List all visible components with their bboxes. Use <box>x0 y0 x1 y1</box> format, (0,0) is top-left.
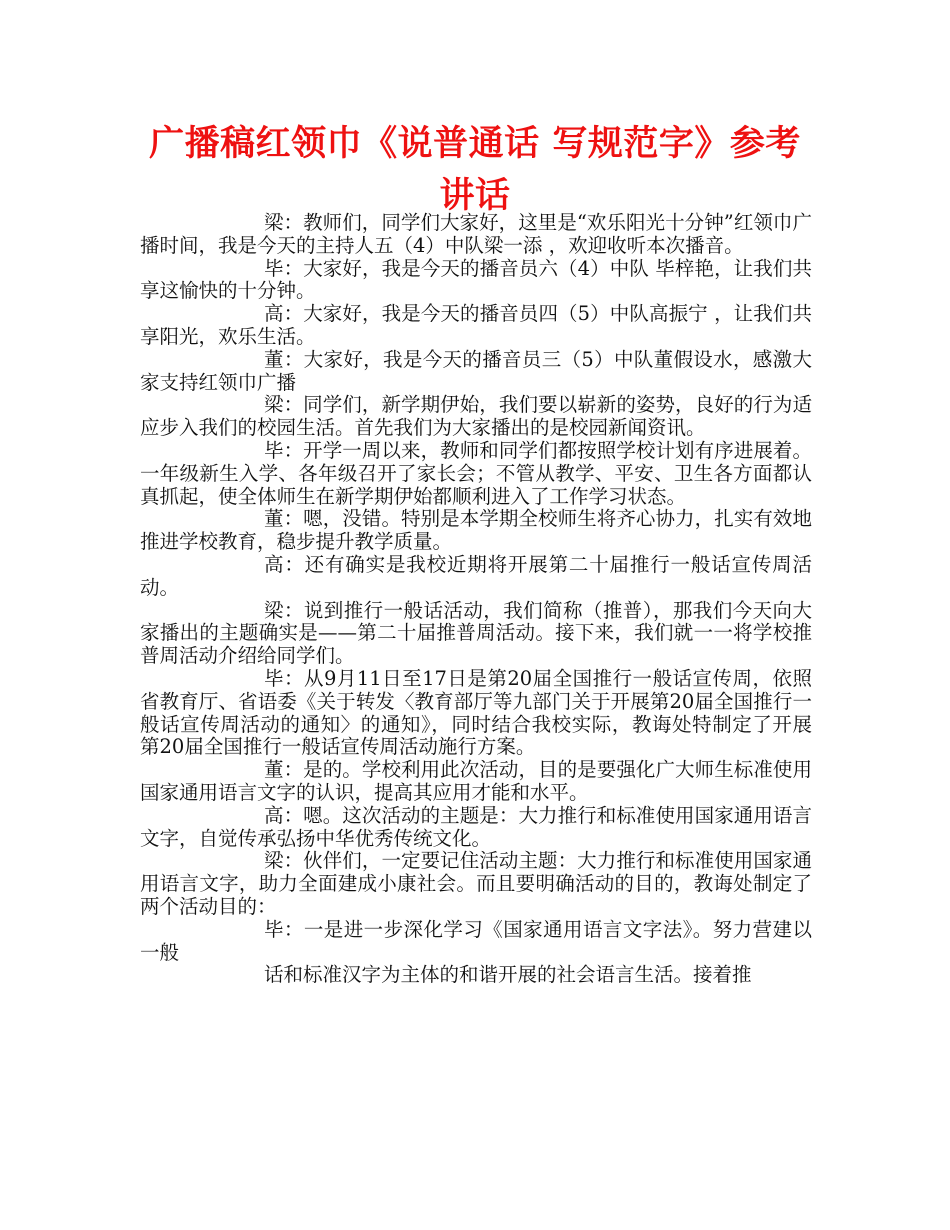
paragraph: 高：嗯。这次活动的主题是：大力推行和标准使用国家通用语言文字，自觉传承弘扬中华优秀传统文化。 <box>140 803 812 850</box>
paragraph: 梁：说到推行一般话活动，我们简称（推普），那我们今天向大家播出的主题确实是——第二十届推普周活动。接下来，我们就一一将学校推普周活动介绍给同学们。 <box>140 598 812 668</box>
paragraph: 毕：从9月11日至17日是第20届全国推行一般话宣传周，依照省教育厅、省语委《关于转发〈教育部厅等九部门关于开展第20届全国推行一般话宣传周活动的通知〉的通知》，同时结合我校实际，教诲处特制定了开展第20届全国推行一般话宣传周活动施行方案。 <box>140 666 812 759</box>
paragraph: 董：是的。学校利用此次活动，目的是要强化广大师生标准使用国家通用语言文字的认识，提高其应用才能和水平。 <box>140 758 812 804</box>
document-title: 广播稿红领巾《说普通话 写规范字》参考讲话 <box>149 124 801 216</box>
paragraph: 毕：大家好，我是今天的播音员六（4）中队 毕梓艳，让我们共享这愉快的十分钟。 <box>140 256 812 303</box>
paragraph: 董：嗯，没错。特别是本学期全校师生将齐心协力，扎实有效地推进学校教育，稳步提升教学质量。 <box>140 507 812 554</box>
paragraph: 毕：开学一周以来，教师和同学们都按照学校计划有序进展着。一年级新生入学、各年级召开了家长会；不管从教学、平安、卫生各方面都认真抓起，使全体师生在新学期伊始都顺利进入了工作学习状态。 <box>140 438 812 508</box>
paragraph: 高：大家好，我是今天的播音员四（5）中队高振宁 ，让我们共享阳光，欢乐生活。 <box>140 302 812 348</box>
document-body <box>140 212 812 987</box>
paragraph: 话和标准汉字为主体的和谐开展的社会语言生活。接着推 <box>264 963 752 987</box>
paragraph: 董：大家好，我是今天的播音员三（5）中队董假设水，感激大家支持红领巾广播 <box>140 347 812 394</box>
paragraph: 梁：教师们，同学们大家好，这里是“欢乐阳光十分钟”红领巾广播时间，我是今天的主持人五（4）中队梁一添 ，欢迎收听本次播音。 <box>140 211 812 257</box>
paragraph: 高：还有确实是我校近期将开展第二十届推行一般话宣传周活动。 <box>140 552 812 599</box>
paragraph: 梁：伙伴们，一定要记住活动主题：大力推行和标准使用国家通用语言文字，助力全面建成小康社会。而且要明确活动的目的，教诲处制定了两个活动目的： <box>140 849 812 918</box>
paragraph: 梁：同学们，新学期伊始，我们要以崭新的姿势，良好的行为适应步入我们的校园生活。首先我们为大家播出的是校园新闻资讯。 <box>140 393 812 440</box>
paragraph: 毕：一是进一步深化学习《国家通用语言文字法》。努力营建以一般 <box>140 917 812 964</box>
